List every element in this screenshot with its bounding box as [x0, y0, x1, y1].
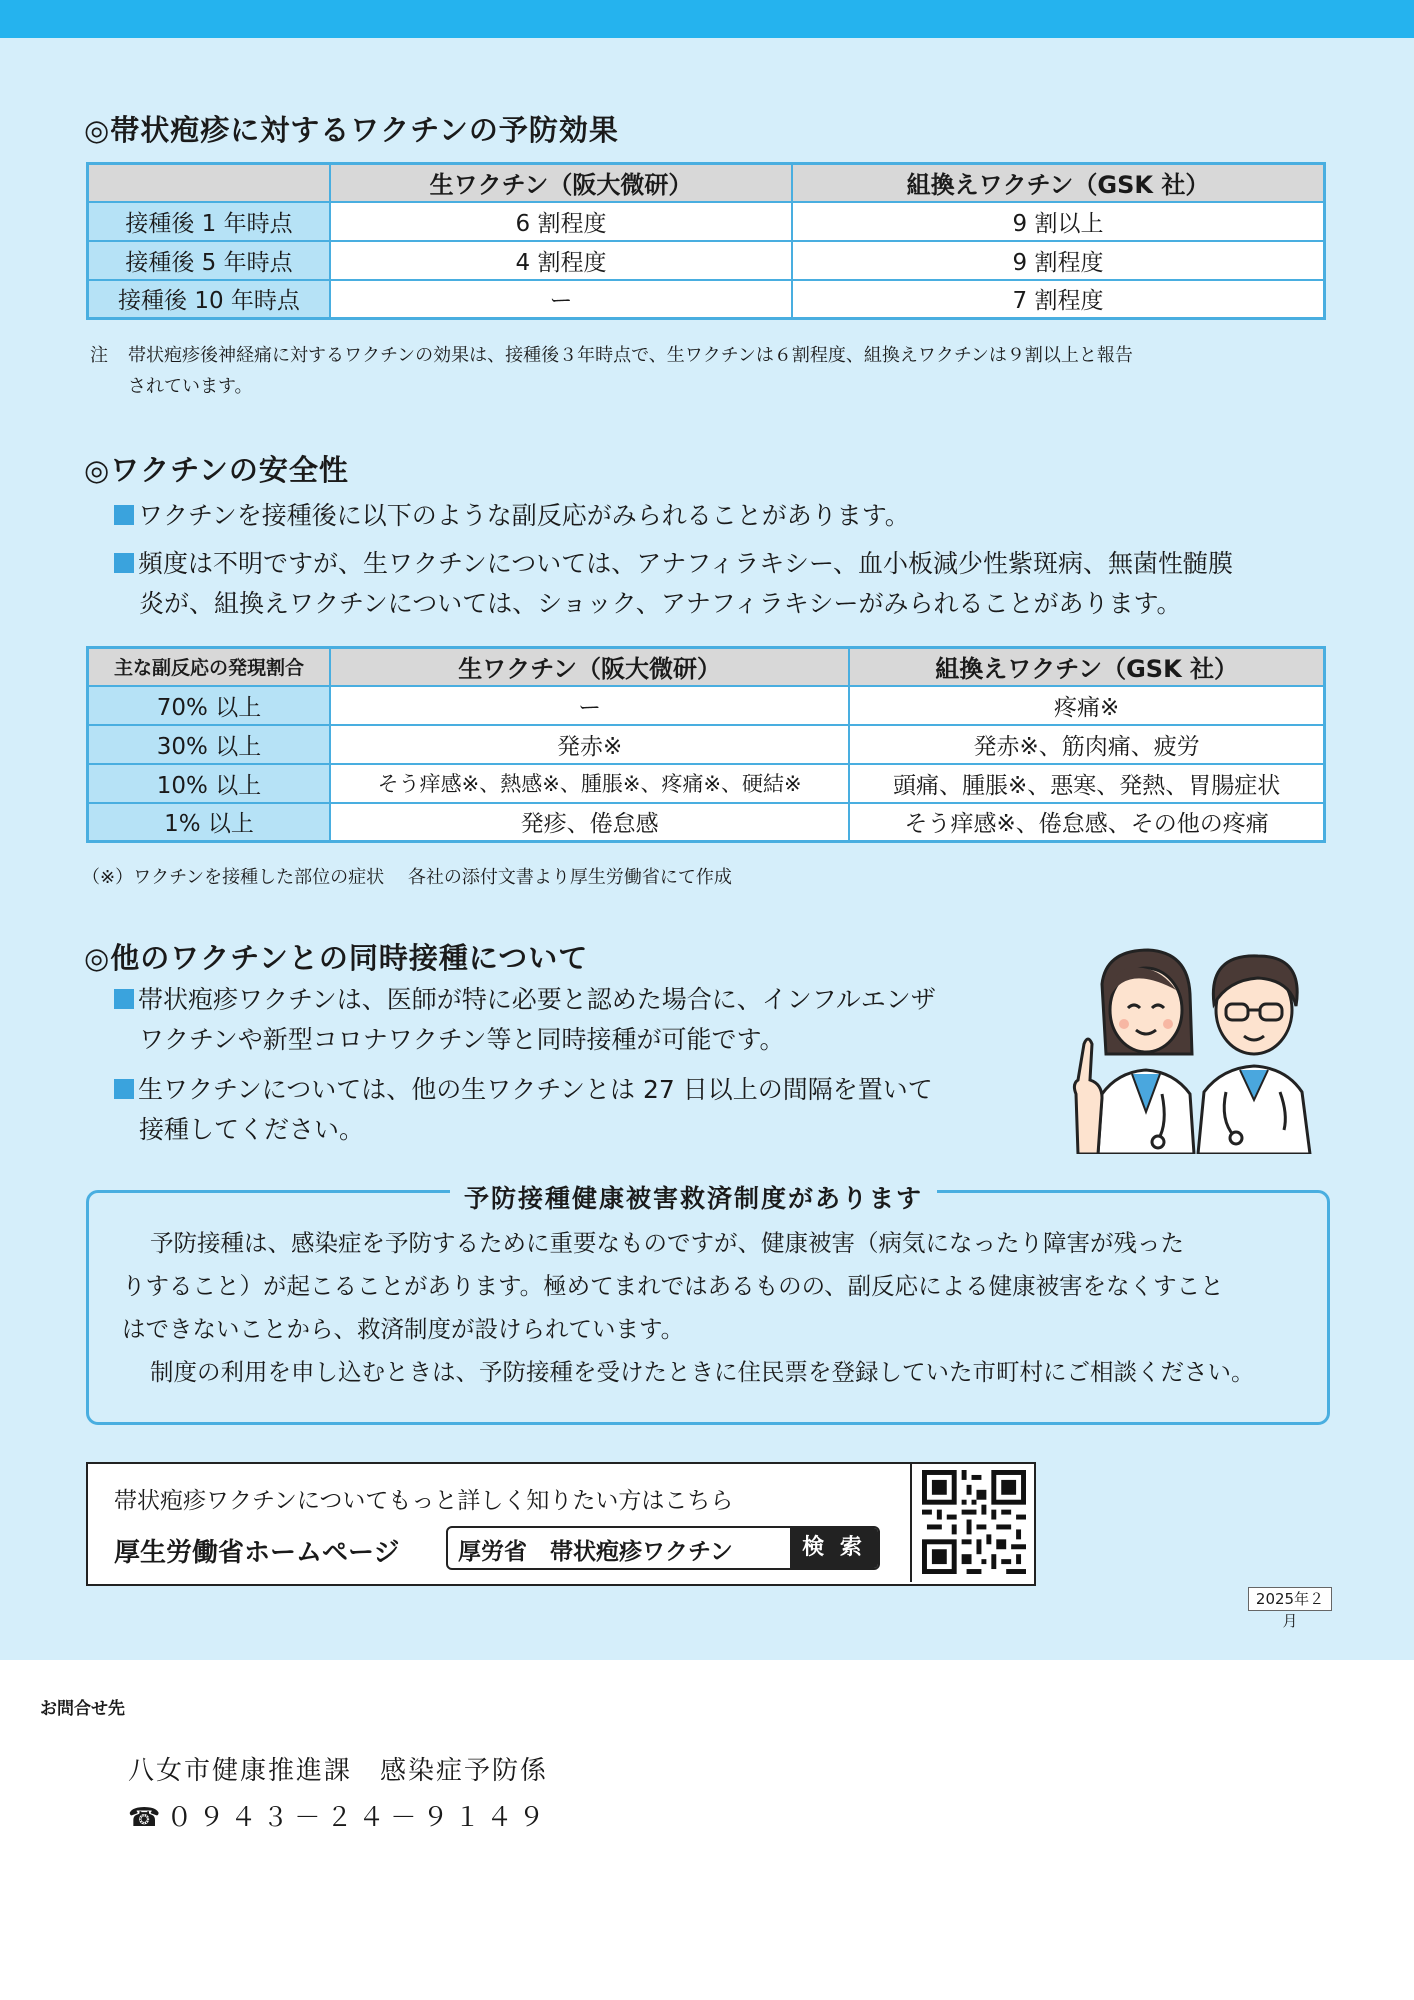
table-cell: 頭痛、腫脹※、悪寒、発熱、胃腸症状 [849, 764, 1324, 803]
bullet-text: ワクチンや新型コロナワクチン等と同時接種が可能です。 [139, 1025, 785, 1054]
table-cell: 発赤※ [330, 725, 849, 764]
table-header-cell: 組換えワクチン（GSK 社） [849, 648, 1324, 686]
relief-line: 制度の利用を申し込むときは、予防接種を受けたときに住民票を登録していた市町村にご相談ください。 [150, 1358, 1255, 1386]
table-cell: 9 割程度 [792, 241, 1325, 280]
relief-line: りすること）が起こることがあります。極めてまれではあるものの、副反応による健康被害をなくすこと [122, 1272, 1224, 1300]
bullet-text: 接種してください。 [139, 1115, 365, 1144]
bullet-text: 頻度は不明ですが、生ワクチンについては、アナフィラキシー、血小板減少性紫斑病、無菌性髄膜 [138, 549, 1234, 578]
side-effects-table [86, 646, 1326, 843]
info-lead-text: 帯状疱疹ワクチンについてもっと詳しく知りたい方はこちら [114, 1488, 734, 1514]
qr-code-panel [910, 1462, 1034, 1582]
table-header-cell: 生ワクチン（阪大微研） [330, 648, 849, 686]
table-cell: 4 割程度 [330, 241, 792, 280]
bullet-text: ワクチンを接種後に以下のような副反応がみられることがあります。 [138, 501, 910, 530]
search-box[interactable] [446, 1526, 880, 1570]
table-row [88, 241, 1325, 280]
concurrent-bullet-1 [114, 980, 936, 1060]
note-line: されています。 [128, 376, 253, 397]
table-cell: そう痒感※、熱感※、腫脹※、疼痛※、硬結※ [330, 764, 849, 803]
table-header-cell: 組換えワクチン（GSK 社） [792, 164, 1325, 202]
relief-line: はできないことから、救済制度が設けられています。 [122, 1315, 685, 1343]
doctors-illustration [1058, 944, 1334, 1154]
table-cell: ー [330, 686, 849, 725]
table-cell: そう痒感※、倦怠感、その他の疼痛 [849, 803, 1324, 842]
search-button[interactable]: 検 索 [790, 1528, 878, 1568]
table-row [88, 803, 1325, 842]
contact-label: お問合せ先 [40, 1699, 125, 1719]
relief-system-title: 予防接種健康被害救済制度があります [450, 1179, 937, 1215]
bullet-square-icon [114, 989, 134, 1009]
bullet-text: 炎が、組換えワクチンについては、ショック、アナフィラキシーがみられることがあります。 [139, 589, 1182, 618]
top-accent-bar [0, 0, 1414, 38]
concurrent-bullet-2 [114, 1070, 933, 1150]
efficacy-note [128, 340, 1338, 402]
table-header-row [88, 164, 1325, 202]
table-header-cell: 生ワクチン（阪大微研） [330, 164, 792, 202]
table-cell: 発疹、倦怠感 [330, 803, 849, 842]
search-query-text: 厚労省 帯状疱疹ワクチン [458, 1539, 733, 1565]
male-doctor-icon [1198, 956, 1310, 1154]
table-cell: 7 割程度 [792, 280, 1325, 319]
table-cell: 9 割以上 [792, 202, 1325, 241]
row-header-cell: 接種後 1 年時点 [88, 202, 331, 241]
row-header-cell: 70% 以上 [88, 686, 331, 725]
contact-department: 八女市健康推進課 感染症予防係 [128, 1756, 549, 1786]
table-row [88, 280, 1325, 319]
table-cell: 6 割程度 [330, 202, 792, 241]
mhlw-info-box [86, 1462, 1036, 1586]
relief-system-text [122, 1222, 1307, 1394]
qr-code-icon[interactable] [922, 1470, 1026, 1574]
safety-bullet-2 [114, 544, 1233, 624]
bullet-square-icon [114, 1079, 134, 1099]
relief-line: 予防接種は、感染症を予防するために重要なものですが、健康被害（病気になったり障害が残った [150, 1229, 1184, 1257]
table-row [88, 725, 1325, 764]
table-cell: 発赤※、筋肉痛、疲労 [849, 725, 1324, 764]
efficacy-table [86, 162, 1326, 320]
row-header-cell: 10% 以上 [88, 764, 331, 803]
table-header-cell [88, 164, 331, 202]
female-doctor-icon [1074, 950, 1194, 1154]
note-line: 帯状疱疹後神経痛に対するワクチンの効果は、接種後３年時点で、生ワクチンは６割程度、組換えワクチンは９割以上と報告 [128, 345, 1133, 366]
table-row [88, 202, 1325, 241]
bullet-square-icon [114, 505, 134, 525]
table-row [88, 764, 1325, 803]
table-header-row [88, 648, 1325, 686]
bullet-square-icon [114, 553, 134, 573]
table-cell: ー [330, 280, 792, 319]
safety-bullet-1 [114, 496, 910, 536]
row-header-cell: 接種後 10 年時点 [88, 280, 331, 319]
table-header-cell: 主な副反応の発現割合 [88, 648, 331, 686]
row-header-cell: 1% 以上 [88, 803, 331, 842]
section-title-efficacy: ◎帯状疱疹に対するワクチンの予防効果 [84, 113, 619, 147]
row-header-cell: 接種後 5 年時点 [88, 241, 331, 280]
note-mark: 注 [90, 345, 108, 366]
bullet-text: 帯状疱疹ワクチンは、医師が特に必要と認めた場合に、インフルエンザ [138, 985, 936, 1014]
info-site-name: 厚生労働省ホームページ [114, 1538, 400, 1568]
table-cell: 疼痛※ [849, 686, 1324, 725]
section-title-safety: ◎ワクチンの安全性 [84, 453, 349, 487]
issue-date: 2025年２月 [1248, 1587, 1332, 1611]
section-title-concurrent: ◎他のワクチンとの同時接種について [84, 941, 589, 975]
row-header-cell: 30% 以上 [88, 725, 331, 764]
contact-phone: ☎０９４３－２４－９１４９ [128, 1803, 551, 1833]
table-row [88, 686, 1325, 725]
side-effects-footnote: （※）ワクチンを接種した部位の症状 各社の添付文書より厚生労働省にて作成 [82, 867, 732, 888]
bullet-text: 生ワクチンについては、他の生ワクチンとは 27 日以上の間隔を置いて [138, 1075, 933, 1104]
